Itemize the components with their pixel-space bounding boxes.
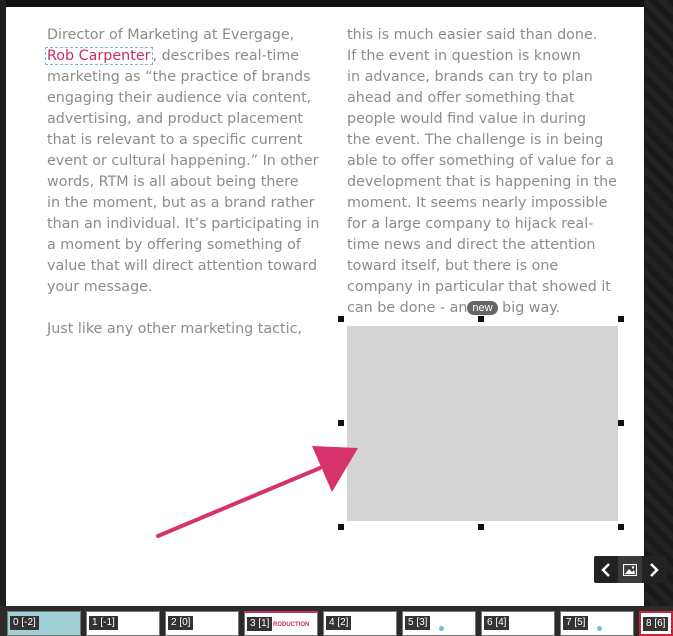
paragraph-2 [47, 319, 307, 340]
resize-handle-bottom[interactable] [478, 524, 484, 530]
thumbnail-heading: RODUCTION [273, 622, 310, 628]
text-line: marketing as “the practice of brands [47, 69, 311, 85]
page-thumbnail[interactable] [86, 611, 160, 636]
page-thumbnail[interactable] [165, 611, 239, 636]
thumbnail-label: 5 [3] [405, 616, 430, 630]
text-line: the event. The challenge is in being [347, 132, 604, 148]
thumbnail-dot [439, 626, 444, 631]
paragraph-1 [47, 25, 320, 298]
text-line: your message. [47, 279, 153, 295]
text-line [47, 46, 307, 67]
text-line: value that will direct attention toward [47, 258, 318, 274]
paragraph-gap [47, 298, 307, 319]
thumbnail-label: 7 [5] [563, 616, 588, 630]
page-thumbnail[interactable] [402, 611, 476, 636]
thumbnail-label: 4 [2] [326, 616, 351, 630]
image-control-bar [594, 556, 667, 583]
text-line: time news and direct the attention [347, 237, 596, 253]
text-line: than an individual. It’s participating in [47, 216, 320, 232]
text-line: a moment by offering something of [47, 237, 301, 253]
text-line: Just like any other marketing tactic, [47, 321, 302, 337]
text-fragment: , describes real-time [152, 48, 300, 64]
text-line: this is much easier said than done. [347, 27, 598, 43]
resize-handle-top-right[interactable] [618, 316, 624, 322]
chevron-left-icon[interactable] [594, 556, 618, 583]
chevron-right-icon[interactable] [642, 556, 666, 583]
resize-handle-left[interactable] [338, 420, 344, 426]
page-thumbnail[interactable] [481, 611, 555, 636]
thumbnail-label: 8 [6] [643, 617, 668, 631]
text-line: moment. It seems nearly impossible [347, 195, 608, 211]
text-line: engaging their audience via content, [47, 90, 312, 106]
page-thumbnail-selected[interactable] [639, 611, 673, 636]
page-thumbnail[interactable] [560, 611, 634, 636]
text-line: toward itself, but there is one [347, 258, 559, 274]
image-icon[interactable] [618, 556, 642, 583]
selected-image-frame[interactable] [341, 319, 624, 527]
right-text-column[interactable] [347, 25, 617, 319]
new-badge: new [467, 301, 497, 315]
left-text-column[interactable] [47, 25, 320, 340]
resize-handle-right[interactable] [618, 420, 624, 426]
thumbnail-dot [597, 626, 602, 631]
text-line: company in particular that showed it [347, 279, 611, 295]
text-line: ahead and offer something that [347, 90, 575, 106]
resize-handle-top[interactable] [478, 316, 484, 322]
text-line: Director of Marketing at Evergage, [47, 27, 295, 43]
resize-handle-bottom-right[interactable] [618, 524, 624, 530]
text-line: people would find value in during [347, 111, 587, 127]
text-fragment: can be done - an [347, 300, 468, 316]
text-fragment: big way. [502, 300, 561, 316]
text-line: able to offer something of value for a [347, 153, 614, 169]
editor-top-border [0, 0, 644, 7]
thumbnail-label: 6 [4] [484, 616, 509, 630]
text-line: in advance, brands can try to plan [347, 69, 593, 85]
text-line: advertising, and product placement [47, 111, 304, 127]
resize-handle-top-left[interactable] [338, 316, 344, 322]
annotation-arrow-icon [150, 440, 365, 545]
thumbnail-label: 1 [-1] [89, 616, 118, 630]
text-line: for a large company to hijack real- [347, 216, 594, 232]
page-thumbnail-strip [0, 606, 673, 636]
thumbnail-label: 2 [0] [168, 616, 193, 630]
image-placeholder[interactable] [347, 326, 618, 521]
text-line: words, RTM is all about being there [47, 174, 299, 190]
text-line: in the moment, but as a brand rather [47, 195, 315, 211]
thumbnail-label: 0 [-2] [10, 616, 39, 630]
text-line: development that is happening in the [347, 174, 617, 190]
page-thumbnail[interactable] [244, 611, 318, 636]
paragraph-3 [347, 25, 617, 319]
thumbnail-label: 3 [1] [247, 617, 272, 631]
text-line: event or cultural happening.” In other [47, 153, 319, 169]
text-line: that is relevant to a specific current [47, 132, 303, 148]
page-thumbnail[interactable] [7, 611, 81, 636]
author-mention-link[interactable]: Rob Carpenter [47, 48, 151, 64]
editor-right-border [644, 0, 673, 606]
text-line: If the event in question is known [347, 48, 581, 64]
page-thumbnail[interactable] [323, 611, 397, 636]
